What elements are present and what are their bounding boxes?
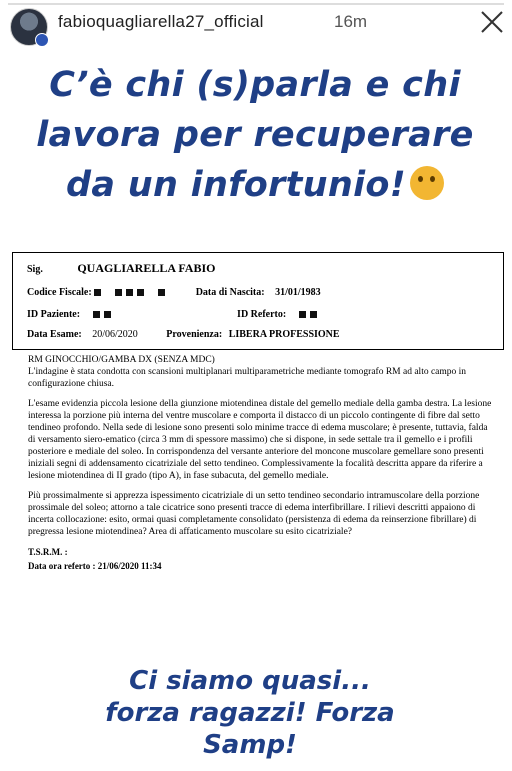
redacted-block bbox=[94, 289, 101, 296]
patient-name: QUAGLIARELLA FABIO bbox=[77, 261, 216, 275]
report-body bbox=[28, 354, 494, 580]
footer-line: Samp! bbox=[203, 730, 297, 760]
data-ora-referto: Data ora referto : 21/06/2020 11:34 bbox=[28, 561, 162, 571]
data-esame-label: Data Esame: bbox=[27, 329, 82, 340]
patient-info-box bbox=[12, 252, 504, 350]
report-heading: RM GINOCCHIO/GAMBA DX (SENZA MDC) bbox=[28, 355, 215, 365]
row-exam bbox=[27, 329, 340, 343]
row-name bbox=[27, 261, 215, 275]
footer-line: Ci siamo quasi... bbox=[129, 666, 371, 696]
story-progress-bar bbox=[8, 3, 504, 5]
codice-fiscale-label: Codice Fiscale: bbox=[27, 287, 92, 298]
provenienza-value: LIBERA PROFESSIONE bbox=[228, 329, 340, 340]
sig-label: Sig. bbox=[27, 264, 43, 275]
id-paziente-label: ID Paziente: bbox=[27, 309, 81, 320]
username[interactable]: fabioquagliarella27_official bbox=[58, 12, 264, 31]
story-headline bbox=[20, 60, 490, 210]
avatar-badge-icon bbox=[35, 33, 49, 47]
redacted-block bbox=[126, 289, 133, 296]
story-header bbox=[0, 0, 512, 48]
headline-text: C’è chi (s)parla e chi lavora per recuperare da un infortunio! bbox=[36, 65, 474, 205]
story-footer-text bbox=[60, 665, 440, 761]
post-time: 16m bbox=[334, 12, 368, 31]
report-findings: L'esame evidenzia piccola lesione della giunzione miotendinea distale del gemello mediale della gamba destra. La lesione interessa la porzione più interna del ventre muscolare e comporta il distacco di un piccolo contingente di fibre dal setto tendineo profondo. Nella sede di lesione sono presenti solo minime tracce di edema muscolare; è presente, tuttavia, falda di versamento siero-ematico (circa 3 mm di spessore massimo) che si dispone, in sede settale tra il gemello e i profili posteriore e mediale del soleo. In corrispondenza del versante anteriore del moncone muscolare gemellare sono presenti iniziali segni di addensamento cicatriziale del setto tendineo. Complessivamente la focalità descritta appare da riferire a lesione miotendinea di II grado (tipo A), in fase subacuta, del gemello mediale. bbox=[28, 399, 492, 481]
redacted-block bbox=[137, 289, 144, 296]
data-esame-value: 20/06/2020 bbox=[92, 329, 138, 340]
redacted-block bbox=[299, 311, 306, 318]
avatar[interactable] bbox=[10, 8, 48, 46]
provenienza-label: Provenienza: bbox=[166, 329, 223, 340]
report-intro: L'indagine è stata condotta con scansioni multiplanari multiparametriche mediante tomografo RM ad alto campo in configurazione chiusa. bbox=[28, 367, 467, 389]
footer-line: forza ragazzi! Forza bbox=[105, 698, 395, 728]
data-nascita-label: Data di Nascita: bbox=[195, 287, 265, 298]
redacted-block bbox=[158, 289, 165, 296]
report-secondary: Più prossimalmente si apprezza ispessimento cicatriziale di un setto tendineo secondario intramuscolare della porzione prossimale del soleo; attorno a tale cicatrice sono presenti tracce di edema interfibrillare. I rilievi descritti appaiono di incerta collocazione: esito, ormai quasi completamente consolidato (persistenza di edema da reinserzione fibrillare) di pregressa lesione miotendinea? Area di affaticamento muscolare su esito cicatriziale? bbox=[28, 491, 480, 537]
row-fiscal bbox=[27, 287, 321, 301]
data-nascita-value: 31/01/1983 bbox=[275, 287, 321, 298]
redacted-block bbox=[93, 311, 100, 318]
tsrm-label: T.S.R.M. : bbox=[28, 547, 68, 557]
row-ids bbox=[27, 309, 321, 323]
id-referto-label: ID Referto: bbox=[237, 309, 287, 320]
redacted-block bbox=[115, 289, 122, 296]
redacted-block bbox=[104, 311, 111, 318]
close-icon[interactable] bbox=[478, 8, 506, 36]
shushing-face-icon bbox=[410, 166, 444, 200]
redacted-block bbox=[310, 311, 317, 318]
